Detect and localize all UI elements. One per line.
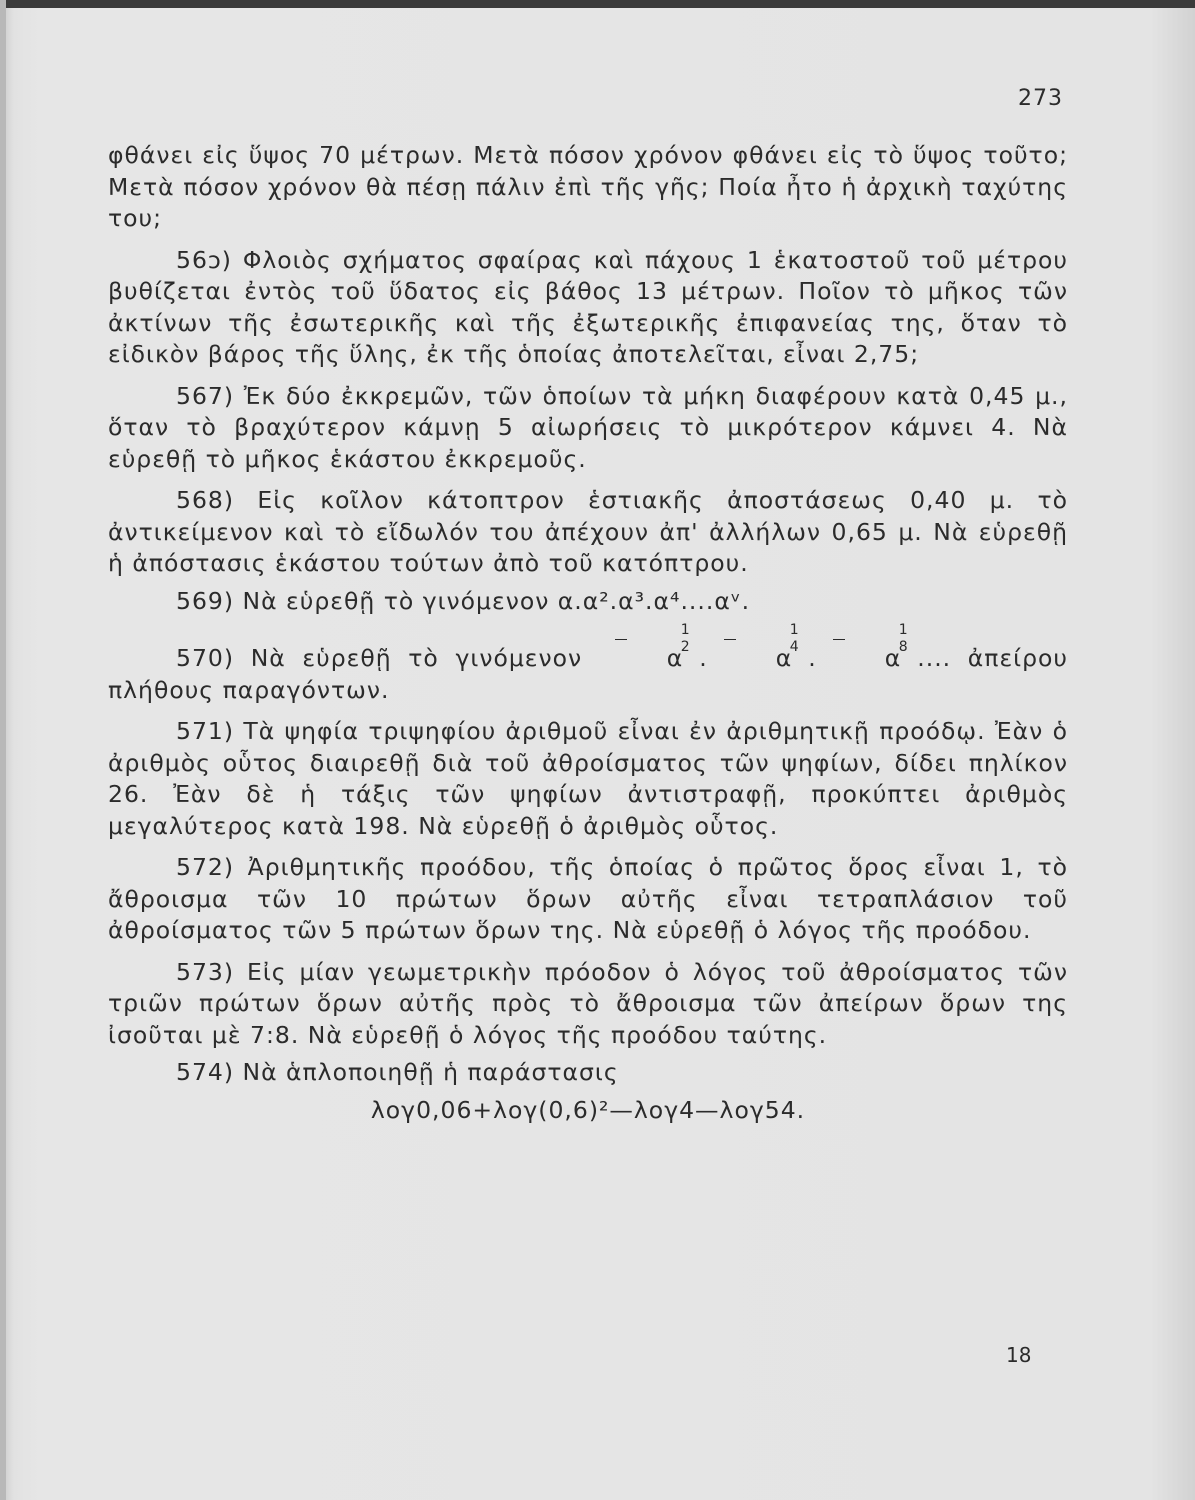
problem-572: 572) Ἀριθμητικῆς προόδου, τῆς ὁποίας ὁ πρῶτος ὅρος εἶναι 1, τὸ ἄθροισμα τῶν 10 πρώτων ὅρων αὐτῆς εἶναι τετραπλάσιον τοῦ ἀθροίσματος τῶν 5 πρώτων ὅρων της. Νὰ εὑρεθῇ ὁ λόγος τῆς προόδου. — [108, 853, 1068, 944]
problem-567: 567) Ἐκ δύο ἐκκρεμῶν, τῶν ὁποίων τὰ μήκη διαφέρουν κατὰ 0,45 μ., ὅταν τὸ βραχύτερον κάμνῃ 5 αἰωρήσεις τὸ μικρότερον κάμνει 4. Νὰ εὑρεθῇ τὸ μῆκος ἑκάστου ἐκκρεμοῦς. — [108, 381, 1068, 473]
power-1: α 1 2 — [599, 643, 684, 675]
paragraph-continuation: φθάνει εἰς ὕψος 70 μέτρων. Μετὰ πόσον χρόνον φθάνει εἰς τὸ ὕψος τοῦτο; Μετὰ πόσον χρόνον θὰ πέσῃ πάλιν ἐπὶ τῆς γῆς; Ποία ἦτο ἡ ἀρχικὴ ταχύτης του; — [108, 141, 1068, 232]
signature-number: 18 — [1006, 1343, 1032, 1367]
formula: λογ0,06+λογ(0,6)²—λογ4—λογ54. — [370, 1095, 806, 1124]
power-3: α 1 8 — [817, 643, 902, 675]
problem-573: 573) Εἰς μίαν γεωμετρικὴν πρόοδον ὁ λόγος τοῦ ἀθροίσματος τῶν τριῶν πρώτων ὅρων αὐτῆς πρὸς τὸ ἄθροισμα τῶν ἀπείρων ὅρων της ἰσοῦται μὲ 7:8. Νὰ εὑρεθῇ ὁ λόγος τῆς προόδου ταύτης. — [108, 957, 1068, 1049]
problem-569: 569) Νὰ εὑρεθῇ τὸ γινόμενον α.α².α³.α⁴....αᵛ. — [176, 586, 751, 615]
problem-571: 571) Τὰ ψηφία τριψηφίου ἀριθμοῦ εἶναι ἐν ἀριθμητικῇ προόδῳ. Ἐὰν ὁ ἀριθμὸς οὗτος διαιρεθῇ διὰ τοῦ ἀθροίσματος τῶν ψηφίων, δίδει πηλίκον 26. Ἐὰν δὲ ἡ τάξις τῶν ψηφίων ἀντιστραφῇ, προκύπτει ἀριθμὸς μεγαλύτερος κατὰ 198. Νὰ εὑρεθῇ ὁ ἀριθμὸς οὗτος. — [108, 717, 1068, 840]
problem-568: 568) Εἰς κοῖλον κάτοπτρον ἑστιακῆς ἀποστάσεως 0,40 μ. τὸ ἀντικείμενον καὶ τὸ εἴδωλόν του ἀπέχουν ἀπ' ἀλλήλων 0,65 μ. Νὰ εὑρεθῇ ἡ ἀπόστασις ἑκάστου τούτων ἀπὸ τοῦ κατόπτρου. — [108, 486, 1068, 577]
problem-570-tail: .... ἀπείρου πλήθους παραγόντων. — [108, 644, 1068, 704]
scan-top-edge — [0, 0, 1195, 8]
scan-binding-edge — [0, 0, 6, 1500]
problem-566: 56ͻ) Φλοιὸς σχήματος σφαίρας καὶ πάχους 1 ἑκατοστοῦ τοῦ μέτρου βυθίζεται ἐντὸς τοῦ ὕδατος εἰς βάθος 13 μέτρων. Ποῖον τὸ μῆκος τῶν ἀκτίνων τῆς ἐσωτερικῆς καὶ τῆς ἐξωτερικῆς ἐπιφανείας της, ὅταν τὸ εἰδικὸν βάρος τῆς ὕλης, ἐκ τῆς ὁποίας ἀποτελεῖται, εἶναι 2,75; — [108, 245, 1068, 368]
power-2: α 1 4 — [708, 643, 793, 675]
body-text — [108, 140, 1068, 1136]
page-number: 273 — [1018, 86, 1063, 111]
problem-574: 574) Νὰ ἁπλοποιηθῇ ἡ παράστασις — [176, 1058, 619, 1086]
problem-570: 570) Νὰ εὑρεθῇ τὸ γινόμενον α 1 2 . α 1 4 . α 1 8 .... ἀπείρου πλήθους παραγόντων. — [108, 622, 1068, 704]
problem-570-lead: 570) Νὰ εὑρεθῇ τὸ γινόμενον — [176, 644, 599, 672]
